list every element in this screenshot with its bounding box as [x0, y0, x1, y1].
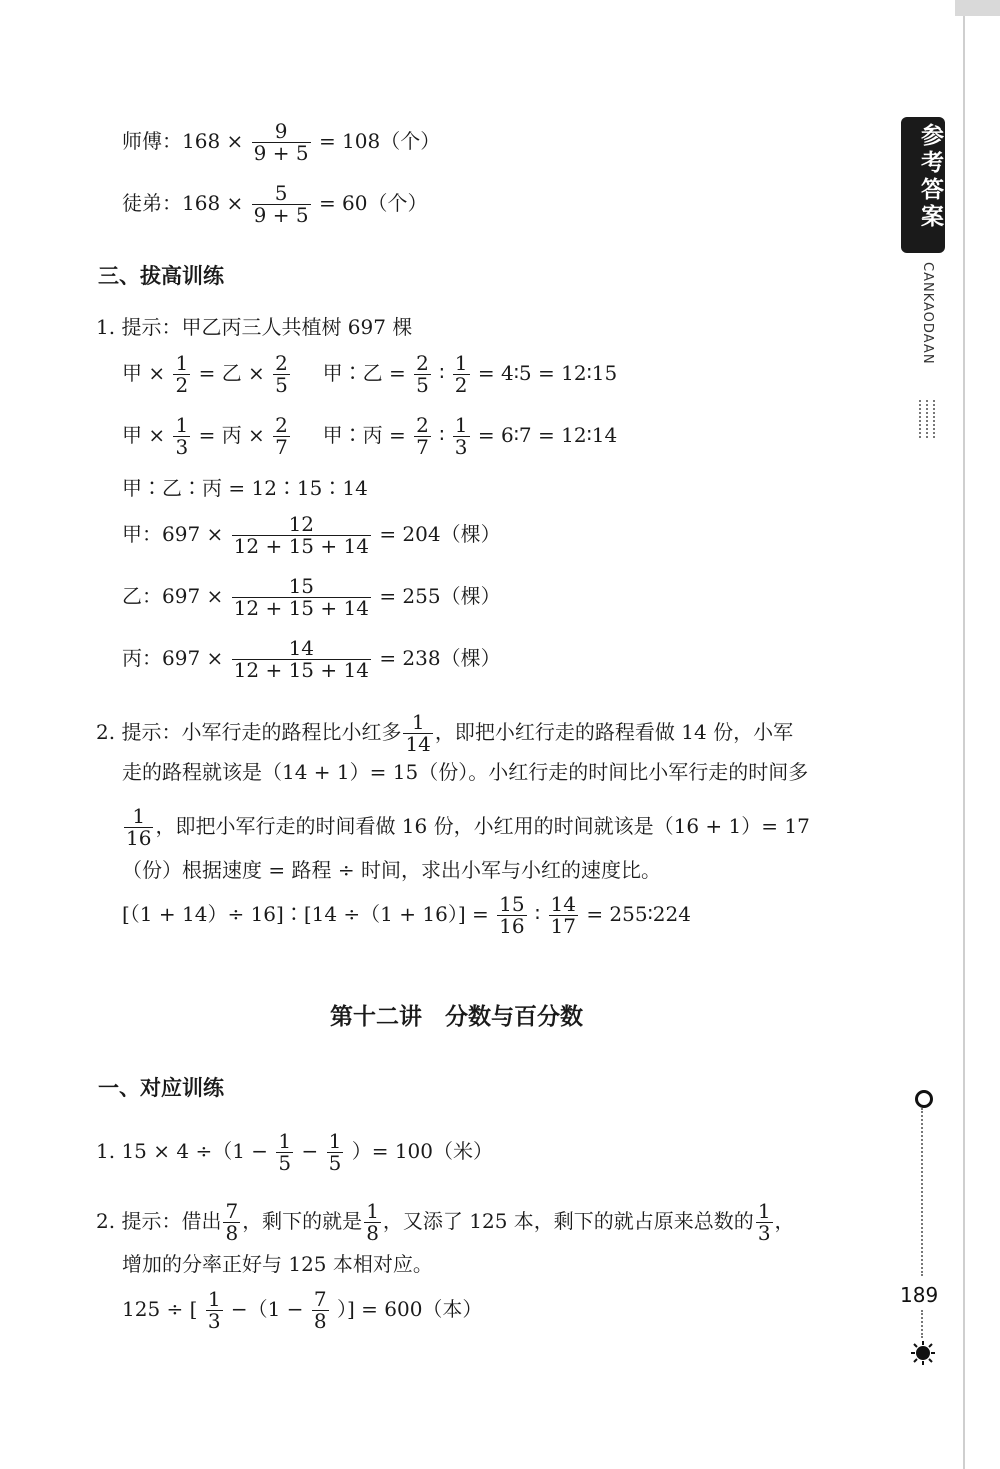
fraction [276, 1131, 293, 1174]
fraction [549, 894, 578, 937]
numerator: 1 [757, 1199, 771, 1223]
eq-text: = 4∶5 = 12∶15 [477, 361, 618, 385]
sun-icon [911, 1341, 935, 1365]
eq-text: 甲∶丙 = [322, 423, 406, 447]
numerator: 1 [454, 351, 468, 375]
q1-ratio: 甲∶乙∶丙 = 12∶15∶14 [122, 476, 368, 500]
q2-text: ，即把小军行走的时间看做 16 份，小红用的时间就该是（16 + 1）= 17 [155, 814, 810, 838]
page-dotted-line [921, 1108, 926, 1276]
denominator: 3 [757, 1221, 771, 1245]
numerator: 2 [275, 413, 288, 437]
fraction [312, 1289, 329, 1332]
fraction [232, 514, 371, 557]
eq-text: 1. 15 × 4 ÷（1 − [96, 1139, 269, 1163]
numerator: 1 [175, 351, 189, 375]
q2-line-4: （份）根据速度 = 路程 ÷ 时间，求出小军与小红的速度比。 [122, 858, 661, 882]
fraction [414, 415, 431, 458]
eq-text: 甲 × [122, 361, 166, 385]
fraction [223, 1201, 240, 1244]
denominator: 9 + 5 [253, 141, 309, 165]
q2-line-1 [96, 712, 793, 755]
denominator: 2 [175, 373, 189, 397]
q1-hint: 1. 提示：甲乙丙三人共植树 697 棵 [96, 315, 413, 339]
eq-text: 125 ÷ [ [122, 1297, 198, 1321]
denominator: 12 + 15 + 14 [233, 596, 369, 620]
eq-text: = 乙 × [198, 361, 265, 385]
answer-key-pinyin: CANKAODAAN [920, 262, 935, 365]
denominator: 17 [550, 914, 576, 938]
fraction [232, 576, 371, 619]
eq-text: ∶ [534, 902, 541, 926]
fraction [327, 1131, 344, 1174]
numerator: 15 [232, 576, 371, 598]
eq-text: = 255（棵） [379, 584, 501, 608]
numerator: 14 [232, 638, 371, 660]
fraction [497, 894, 526, 937]
numerator: 12 [232, 514, 371, 536]
numerator: 2 [275, 351, 288, 375]
numerator: 15 [499, 892, 525, 916]
q1-equation-1 [122, 353, 617, 396]
dotted-decoration [919, 400, 924, 438]
section-heading-advanced: 三、拔高训练 [98, 264, 224, 288]
fraction [273, 415, 290, 458]
fraction [756, 1201, 773, 1244]
s1-q2-line-1 [96, 1201, 795, 1244]
eq-text: − [301, 1139, 319, 1163]
q1-jia [122, 514, 501, 557]
numerator: 1 [175, 413, 189, 437]
q2-equation [122, 894, 691, 937]
q2-text: ，剩下的就是 [242, 1209, 363, 1233]
dotted-decoration [926, 400, 931, 438]
denominator: 16 [126, 826, 152, 850]
tudi-label: 徒弟：168 × [122, 191, 244, 215]
right-edge-line [963, 0, 965, 1469]
eq-text: [（1 + 14）÷ 16]∶[14 ÷（1 + 16）] = [122, 902, 489, 926]
q1-yi [122, 576, 501, 619]
numerator: 1 [366, 1199, 379, 1223]
eq-text: ）= 100（米） [351, 1139, 494, 1163]
q2-line-2: 走的路程就该是（14 + 1）= 15（份）。小红行走的时间比小军行走的时间多 [122, 760, 809, 784]
numerator: 1 [124, 806, 153, 828]
numerator: 7 [225, 1199, 239, 1223]
denominator: 9 + 5 [253, 203, 309, 227]
answer-key-tab-title: 参考答案 [917, 123, 943, 231]
denominator: 5 [328, 1151, 342, 1175]
numerator: 7 [313, 1287, 327, 1311]
denominator: 8 [225, 1221, 239, 1245]
q2-text: ，又添了 125 本，剩下的就占原来总数的 [382, 1209, 754, 1233]
denominator: 5 [275, 373, 288, 397]
fraction [173, 415, 190, 458]
fraction [453, 415, 470, 458]
page-dotted-line [921, 1310, 926, 1338]
denominator: 7 [275, 435, 288, 459]
tudi-equation [122, 183, 428, 226]
numerator: 14 [550, 892, 576, 916]
denominator: 3 [207, 1309, 221, 1333]
denominator: 12 + 15 + 14 [233, 658, 369, 682]
fraction [364, 1201, 381, 1244]
fraction [173, 353, 190, 396]
q2-text: ， [774, 1209, 795, 1233]
shifu-fraction [252, 121, 311, 164]
denominator: 8 [313, 1309, 327, 1333]
numerator: 1 [207, 1287, 221, 1311]
q2-text: 2. 提示：借出 [96, 1209, 222, 1233]
eq-text: 甲：697 × [122, 522, 224, 546]
denominator: 2 [454, 373, 468, 397]
eq-text: = 255∶224 [586, 902, 691, 926]
shifu-label: 师傅：168 × [122, 129, 244, 153]
eq-text: 丙：697 × [122, 646, 224, 670]
eq-text: = 238（棵） [379, 646, 501, 670]
tudi-result: = 60（个） [318, 191, 428, 215]
denominator: 7 [416, 435, 429, 459]
numerator: 1 [278, 1129, 292, 1153]
s1-q1-equation [96, 1131, 493, 1174]
denominator: 3 [454, 435, 468, 459]
tudi-fraction [252, 183, 311, 226]
denominator: 16 [499, 914, 525, 938]
eq-text: = 丙 × [198, 423, 265, 447]
eq-text: 甲 × [122, 423, 166, 447]
fraction [453, 353, 470, 396]
denominator: 5 [416, 373, 429, 397]
eq-text: 甲∶乙 = [322, 361, 406, 385]
dotted-decoration [933, 400, 938, 438]
shifu-result: = 108（个） [318, 129, 441, 153]
numerator: 1 [403, 712, 432, 734]
denominator: 3 [175, 435, 189, 459]
eq-text: −（1 − [230, 1297, 304, 1321]
numerator: 9 [252, 121, 311, 143]
q2-text: ，即把小红行走的路程看做 14 份，小军 [434, 720, 794, 744]
page-number: 189 [900, 1283, 939, 1307]
q1-equation-2 [122, 415, 617, 458]
fraction [273, 353, 290, 396]
denominator: 8 [366, 1221, 379, 1245]
eq-text: ∶ [439, 423, 445, 447]
numerator: 1 [328, 1129, 342, 1153]
s1-q2-line-2: 增加的分率正好与 125 本相对应。 [122, 1252, 433, 1276]
lecture-title: 第十二讲 分数与百分数 [330, 1004, 583, 1030]
q1-bing [122, 638, 501, 681]
q2-text: 2. 提示：小军行走的路程比小红多 [96, 720, 402, 744]
ring-icon [915, 1090, 933, 1108]
eq-text: 乙：697 × [122, 584, 224, 608]
eq-text: = 204（棵） [379, 522, 501, 546]
fraction [124, 806, 153, 849]
fraction [403, 712, 432, 755]
fraction [232, 638, 371, 681]
s1-q2-equation [122, 1289, 482, 1332]
answer-key-tab [901, 117, 945, 253]
shifu-equation [122, 121, 440, 164]
denominator: 5 [278, 1151, 292, 1175]
eq-text: ）] = 600（本） [336, 1297, 483, 1321]
numerator: 1 [454, 413, 468, 437]
top-edge-mark [955, 0, 1000, 16]
numerator: 5 [252, 183, 311, 205]
fraction [206, 1289, 223, 1332]
section-heading-practice: 一、对应训练 [98, 1076, 224, 1100]
numerator: 2 [416, 351, 429, 375]
denominator: 14 [405, 732, 431, 756]
fraction [414, 353, 431, 396]
eq-text: ∶ [439, 361, 445, 385]
numerator: 2 [416, 413, 429, 437]
denominator: 12 + 15 + 14 [233, 534, 369, 558]
q2-line-3 [122, 806, 810, 849]
eq-text: = 6∶7 = 12∶14 [477, 423, 618, 447]
